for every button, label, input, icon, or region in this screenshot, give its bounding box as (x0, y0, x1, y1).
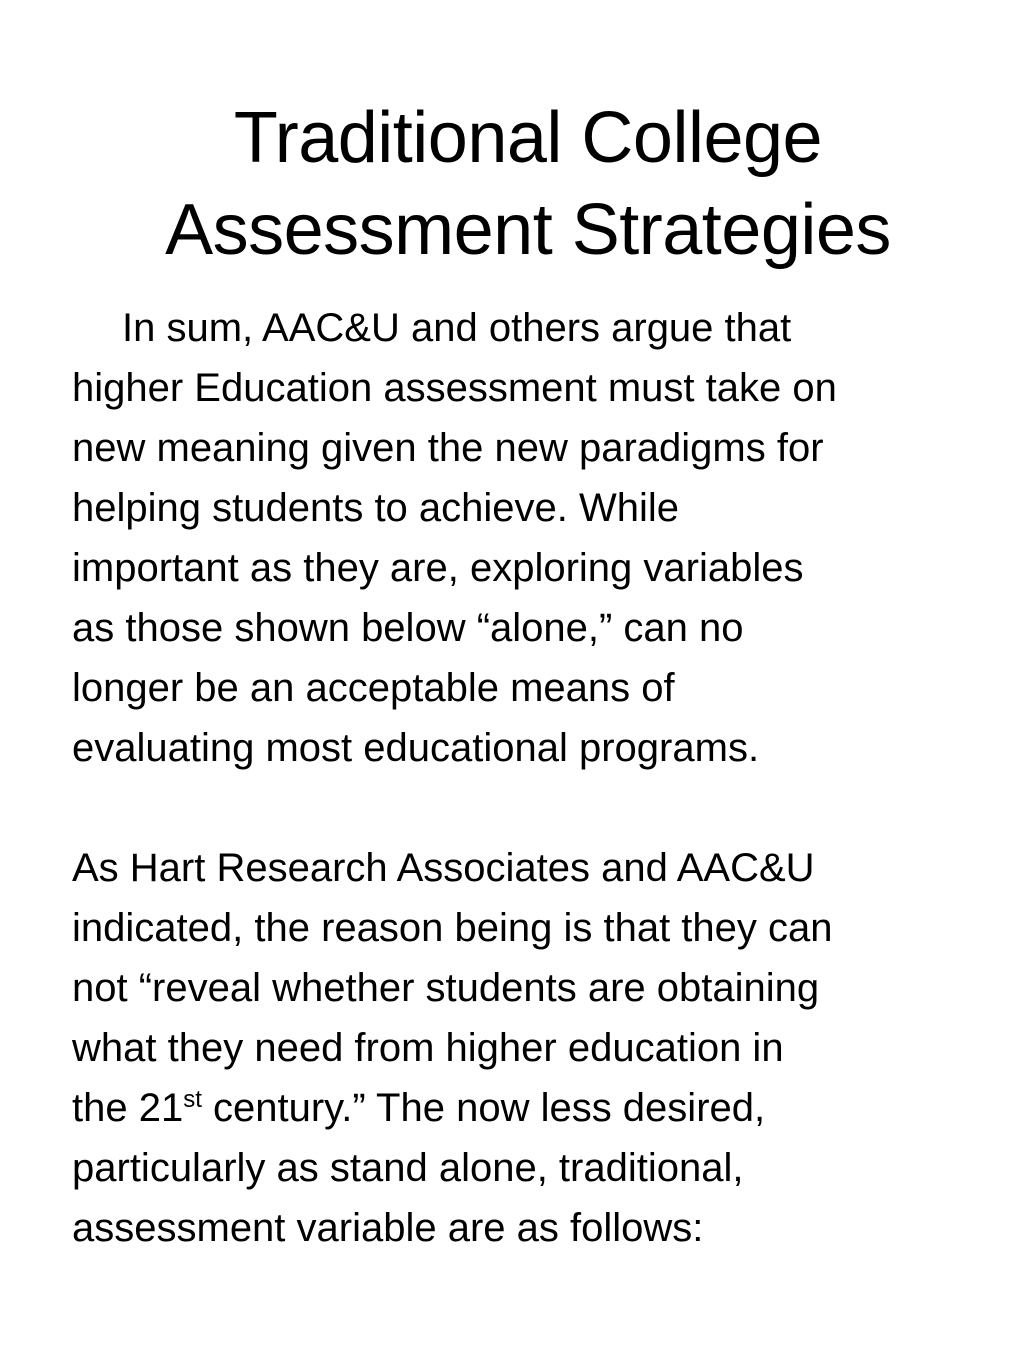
paragraph-2-line: not “reveal whether students are obtaining (72, 966, 820, 1010)
paragraph-2-line: As Hart Research Associates and AAC&U (72, 846, 815, 890)
paragraph-1-line: In sum, AAC&U and others argue that (122, 306, 792, 350)
paragraph-2-line: assessment variable are as follows: (72, 1206, 704, 1250)
line-text-before: the 21 (72, 1086, 184, 1130)
slide-title-line: Traditional College (233, 98, 823, 178)
paragraph-1-line: longer be an acceptable means of (72, 666, 675, 710)
paragraph-2-line: particularly as stand alone, traditional, (72, 1146, 744, 1190)
paragraph-2-line: indicated, the reason being is that they can (72, 906, 833, 950)
paragraph-1-line: important as they are, exploring variables (72, 546, 804, 590)
paragraph-2-line-with-superscript (72, 1078, 972, 1138)
slide-body (72, 298, 972, 1258)
paragraph-1-line: as those shown below “alone,” can no (72, 606, 744, 650)
paragraph-1-line: new meaning given the new paradigms for (72, 426, 824, 470)
ordinal-superscript: st (183, 1086, 202, 1113)
slide-title-line: Assessment Strategies (165, 190, 891, 270)
paragraph-1-line: evaluating most educational programs. (72, 726, 760, 770)
paragraph-2-line: what they need from higher education in (72, 1026, 784, 1070)
paragraph-1-line: helping students to achieve. While (72, 486, 680, 530)
paragraph-1-line: higher Education assessment must take on (72, 366, 837, 410)
slide-title (0, 92, 1024, 276)
line-text-after: century.” The now less desired, (201, 1086, 766, 1130)
paragraph-spacer (72, 778, 972, 838)
